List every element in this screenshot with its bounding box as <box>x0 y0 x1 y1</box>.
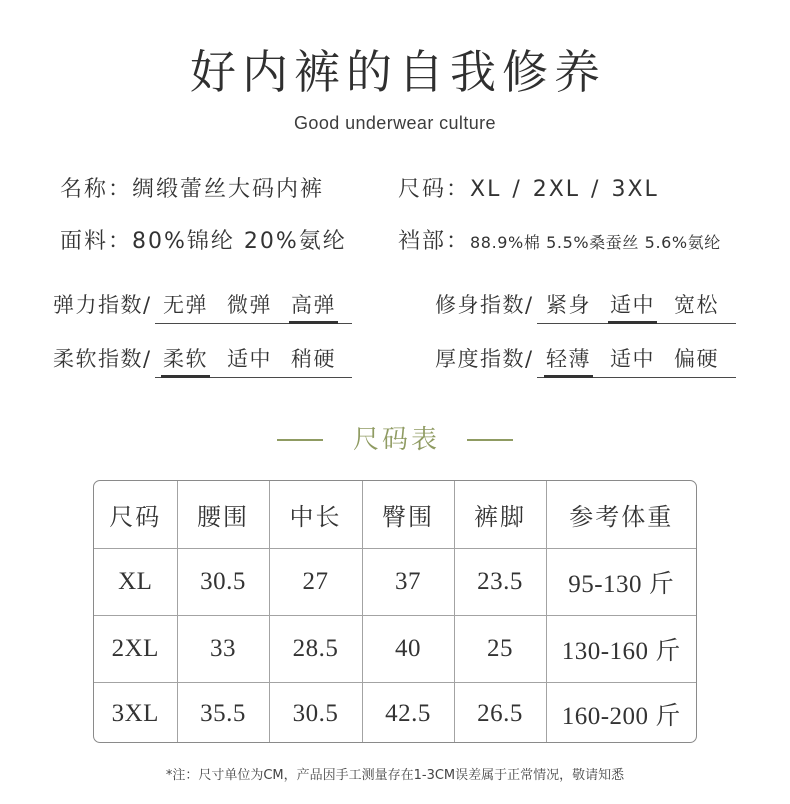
cell-size: 3XL <box>94 683 177 744</box>
spec-fabric-value: 80%锦纶 20%氨纶 <box>132 229 347 254</box>
header-ref-weight: 参考体重 <box>546 481 696 549</box>
cell-length: 30.5 <box>269 683 362 744</box>
thickness-index <box>435 344 736 378</box>
index-option: 稍硬 <box>291 347 336 371</box>
index-option: 无弹 <box>163 293 208 317</box>
page-title: 好内裤的自我修养 <box>190 45 606 99</box>
measurement-note: *注：尺寸单位为CM，产品因手工测量存在1-3CM误差属于正常情况，敬请知悉 <box>165 768 625 783</box>
fit-index <box>435 290 736 324</box>
heading-divider-right <box>467 439 513 441</box>
cell-waist: 33 <box>177 616 269 683</box>
index-options <box>155 290 352 324</box>
spec-fabric <box>60 229 347 255</box>
size-table-grid <box>94 481 696 743</box>
header-leg-opening: 裤脚 <box>454 481 546 549</box>
cell-leg-opening: 26.5 <box>454 683 546 744</box>
table-header-row <box>94 481 696 549</box>
cell-hip: 37 <box>362 549 454 616</box>
size-chart-heading: 尺码表 <box>352 425 440 455</box>
page-subtitle: Good underwear culture <box>294 113 496 133</box>
index-option: 适中 <box>610 347 655 371</box>
index-option: 适中 <box>227 347 272 371</box>
spec-crotch <box>398 229 721 256</box>
size-table <box>93 480 697 743</box>
header-hip: 臀围 <box>362 481 454 549</box>
spec-crotch-label: 裆部： <box>398 229 471 254</box>
cell-hip: 42.5 <box>362 683 454 744</box>
spec-name <box>60 177 324 203</box>
spec-name-label: 名称： <box>60 177 133 202</box>
index-option: 宽松 <box>674 293 719 317</box>
index-label: 厚度指数/ <box>435 347 534 371</box>
index-options <box>537 344 736 378</box>
index-label: 修身指数/ <box>435 293 534 317</box>
index-option: 柔软 <box>163 346 208 377</box>
index-option: 偏硬 <box>674 347 719 371</box>
index-label: 柔软指数/ <box>53 347 152 371</box>
header-waist: 腰围 <box>177 481 269 549</box>
cell-size: 2XL <box>94 616 177 683</box>
header-size: 尺码 <box>94 481 177 549</box>
cell-length: 27 <box>269 549 362 616</box>
spec-size <box>398 177 659 203</box>
cell-size: XL <box>94 549 177 616</box>
cell-ref-weight: 95-130 斤 <box>546 549 696 616</box>
spec-name-value: 绸缎蕾丝大码内裤 <box>132 177 325 202</box>
index-option: 微弹 <box>227 293 272 317</box>
index-option: 高弹 <box>291 292 336 323</box>
header-length: 中长 <box>269 481 362 549</box>
table-row <box>94 549 696 616</box>
cell-ref-weight: 130-160 斤 <box>546 616 696 683</box>
index-options <box>155 344 352 378</box>
index-option: 轻薄 <box>546 346 591 377</box>
index-option: 适中 <box>610 292 655 323</box>
index-label: 弹力指数/ <box>53 293 152 317</box>
table-row <box>94 683 696 744</box>
spec-size-label: 尺码： <box>398 177 471 202</box>
elasticity-index <box>53 290 352 324</box>
cell-waist: 30.5 <box>177 549 269 616</box>
index-option: 紧身 <box>546 293 591 317</box>
spec-size-value: XL / 2XL / 3XL <box>470 177 659 202</box>
cell-leg-opening: 25 <box>454 616 546 683</box>
cell-length: 28.5 <box>269 616 362 683</box>
cell-waist: 35.5 <box>177 683 269 744</box>
cell-hip: 40 <box>362 616 454 683</box>
table-row <box>94 616 696 683</box>
softness-index <box>53 344 352 378</box>
cell-ref-weight: 160-200 斤 <box>546 683 696 744</box>
spec-fabric-label: 面料： <box>60 229 133 254</box>
spec-crotch-value: 88.9%棉 5.5%桑蚕丝 5.6%氨纶 <box>470 233 721 252</box>
cell-leg-opening: 23.5 <box>454 549 546 616</box>
index-options <box>537 290 736 324</box>
